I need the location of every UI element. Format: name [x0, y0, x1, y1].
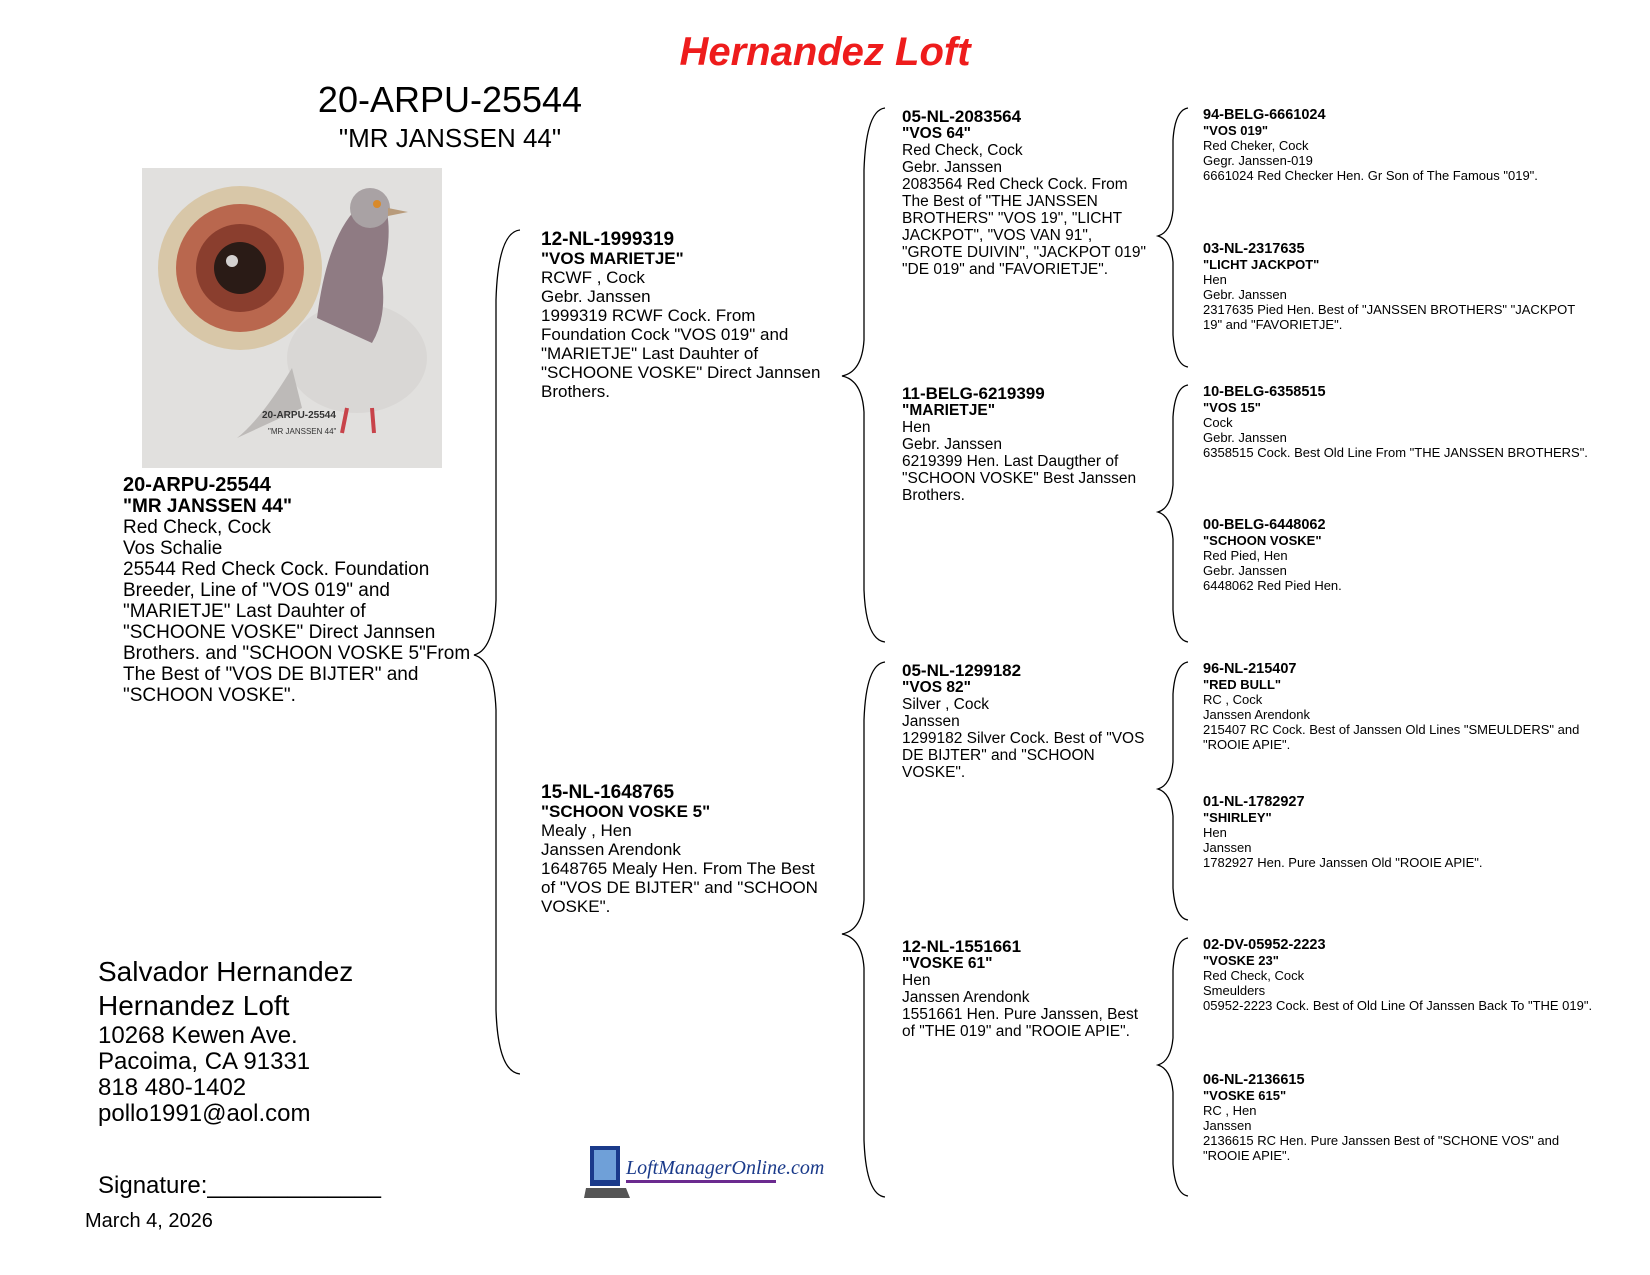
entry-breeder: Gebr. Janssen — [902, 436, 1002, 453]
entry-name: "RED BULL" — [1203, 677, 1282, 692]
laptop-icon — [586, 1140, 825, 1204]
entry-desc: 1551661 Hen. Pure Janssen, Best of "THE 019" and "ROOIE APIE". — [902, 1006, 1139, 1040]
entry-color: Silver , Cock — [902, 696, 989, 713]
entry-color: Mealy , Hen — [541, 821, 632, 840]
entry-color: Red Check, Cock — [902, 142, 1023, 159]
entry-name: "SHIRLEY" — [1203, 810, 1272, 825]
entry-band: 10-BELG-6358515 — [1203, 384, 1326, 400]
bracket-sire — [842, 108, 885, 642]
bracket-gp-4 — [1158, 938, 1188, 1196]
entry-breeder: Gebr. Janssen — [1203, 563, 1287, 578]
entry-breeder: Janssen Arendonk — [902, 989, 1030, 1006]
entry-desc: 6448062 Red Pied Hen. — [1203, 578, 1342, 593]
loftmanager-logo — [586, 1140, 825, 1204]
entry-name: "MR JANSSEN 44" — [123, 496, 293, 517]
entry-color: Red Pied, Hen — [1203, 548, 1288, 563]
entry-band: 12-NL-1551661 — [902, 937, 1022, 956]
entry-breeder: Gebr. Janssen — [1203, 287, 1287, 302]
entry-desc: 05952-2223 Cock. Best of Old Line Of Janssen Back To "THE 019". — [1203, 998, 1593, 1013]
bracket-main — [474, 230, 520, 1074]
entry-band: 12-NL-1999319 — [541, 229, 675, 250]
entry-band: 06-NL-2136615 — [1203, 1072, 1305, 1088]
bracket-gp-2 — [1158, 385, 1188, 642]
print-date: March 4, 2026 — [85, 1210, 213, 1232]
entry-name: "VOSKE 61" — [902, 955, 993, 972]
entry-great-grandparent — [1203, 242, 1593, 332]
entry-band: 11-BELG-6219399 — [902, 384, 1045, 403]
entry-desc: 6358515 Cock. Best Old Line From "THE JANSSEN BROTHERS". — [1203, 445, 1588, 460]
bracket-gp-1 — [1158, 108, 1188, 367]
entry-dam — [541, 783, 831, 916]
entry-breeder: Smeulders — [1203, 983, 1266, 998]
bracket-dam — [842, 662, 885, 1197]
entry-name: "SCHOON VOSKE 5" — [541, 802, 711, 821]
owner-email: pollo1991@aol.com — [98, 1100, 311, 1127]
entry-name: "VOSKE 23" — [1203, 953, 1279, 968]
entry-band: 05-NL-2083564 — [902, 107, 1022, 126]
entry-breeder: Janssen — [902, 713, 960, 730]
entry-color: RCWF , Cock — [541, 268, 645, 287]
entry-band: 94-BELG-6661024 — [1203, 107, 1326, 123]
entry-desc: 1782927 Hen. Pure Janssen Old "ROOIE APIE". — [1203, 855, 1483, 870]
entry-grandparent — [902, 662, 1152, 781]
entry-name: "VOSKE 615" — [1203, 1088, 1287, 1103]
entry-name: "VOS 019" — [1203, 123, 1269, 138]
entry-band: 96-NL-215407 — [1203, 661, 1297, 677]
photo-caption-band: 20-ARPU-25544 — [262, 410, 336, 421]
entry-name: "MARIETJE" — [902, 402, 996, 419]
entry-breeder: Gebr. Janssen — [1203, 430, 1287, 445]
logo-text: LoftManagerOnline.com — [626, 1157, 825, 1179]
entry-main — [123, 475, 473, 706]
owner-info — [98, 955, 458, 1127]
owner-address: 10268 Kewen Ave. — [98, 1022, 298, 1049]
entry-desc: 2083564 Red Check Cock. From The Best of "THE JANSSEN BROTHERS" "VOS 19", "LICHT JACKPOT", "VOS VAN 91", "GROTE DUIVIN", "JACKPOT 019" "DE 019" and "FAVORIETJE". — [902, 176, 1146, 278]
owner-city: Pacoima, CA 91331 — [98, 1048, 311, 1075]
entry-color: Cock — [1203, 415, 1233, 430]
entry-color: Red Check, Cock — [123, 517, 271, 538]
entry-band: 03-NL-2317635 — [1203, 241, 1305, 257]
photo-caption-name: "MR JANSSEN 44" — [268, 427, 337, 436]
entry-name: "SCHOON VOSKE" — [1203, 533, 1322, 548]
entry-name: "LICHT JACKPOT" — [1203, 257, 1320, 272]
entry-desc: 6661024 Red Checker Hen. Gr Son of The Famous "019". — [1203, 168, 1538, 183]
entry-breeder: Gebr. Janssen — [541, 287, 651, 306]
entry-great-grandparent — [1203, 108, 1593, 183]
entry-name: "VOS 82" — [902, 679, 971, 696]
owner-loft: Hernandez Loft — [98, 990, 290, 1021]
subject-name: "MR JANSSEN 44" — [338, 123, 562, 153]
entry-breeder: Gegr. Janssen-019 — [1203, 153, 1313, 168]
entry-desc: 1648765 Mealy Hen. From The Best of "VOS DE BIJTER" and "SCHOON VOSKE". — [541, 859, 818, 916]
entry-band: 02-DV-05952-2223 — [1203, 937, 1326, 953]
entry-great-grandparent — [1203, 1073, 1593, 1163]
subject-band: 20-ARPU-25544 — [317, 79, 583, 120]
entry-band: 05-NL-1299182 — [902, 661, 1022, 680]
entry-desc: 6219399 Hen. Last Daugther of "SCHOON VOSKE" Best Janssen Brothers. — [902, 453, 1137, 504]
entry-color: Red Check, Cock — [1203, 968, 1305, 983]
entry-band: 15-NL-1648765 — [541, 782, 675, 803]
entry-breeder: Janssen — [1203, 840, 1252, 855]
entry-color: Red Cheker, Cock — [1203, 138, 1309, 153]
entry-great-grandparent — [1203, 662, 1593, 752]
entry-name: "VOS 64" — [902, 125, 971, 142]
entry-breeder: Vos Schalie — [123, 538, 223, 559]
entry-great-grandparent — [1203, 385, 1593, 460]
entry-color: Hen — [1203, 825, 1227, 840]
entry-band: 00-BELG-6448062 — [1203, 517, 1326, 533]
entry-color: Hen — [902, 972, 931, 989]
signature-line: Signature:_____________ — [98, 1172, 381, 1199]
owner-phone: 818 480-1402 — [98, 1074, 247, 1101]
entry-grandparent — [902, 108, 1152, 278]
entry-desc: 1299182 Silver Cock. Best of "VOS DE BIJTER" and "SCHOON VOSKE". — [902, 730, 1145, 781]
entry-desc: 215407 RC Cock. Best of Janssen Old Lines "SMEULDERS" and "ROOIE APIE". — [1203, 722, 1580, 752]
entry-great-grandparent — [1203, 518, 1593, 593]
entry-sire — [541, 230, 831, 401]
entry-great-grandparent — [1203, 795, 1593, 870]
entry-color: Hen — [902, 419, 931, 436]
entry-grandparent — [902, 385, 1152, 504]
entry-desc: 2317635 Pied Hen. Best of "JANSSEN BROTHERS" "JACKPOT 19" and "FAVORIETJE". — [1203, 302, 1575, 332]
entry-breeder: Janssen — [1203, 1118, 1252, 1133]
entry-grandparent — [902, 938, 1152, 1040]
entry-color: RC , Cock — [1203, 692, 1263, 707]
entry-breeder: Gebr. Janssen — [902, 159, 1002, 176]
entry-desc: 2136615 RC Hen. Pure Janssen Best of "SCHONE VOS" and "ROOIE APIE". — [1203, 1133, 1560, 1163]
entry-name: "VOS MARIETJE" — [541, 249, 684, 268]
entry-color: RC , Hen — [1203, 1103, 1257, 1118]
entry-desc: 25544 Red Check Cock. Foundation Breeder, Line of "VOS 019" and "MARIETJE" Last Dauhter of "SCHOONE VOSKE" Direct Jannsen Brothers. and "SCHOON VOSKE 5"From The Best of "VOS DE BIJTER" and "SCHOON VOSKE". — [123, 559, 471, 706]
entry-desc: 1999319 RCWF Cock. From Foundation Cock "VOS 019" and "MARIETJE" Last Dauhter of "SCHOONE VOSKE" Direct Jannsen Brothers. — [541, 306, 821, 401]
entry-band: 20-ARPU-25544 — [123, 474, 271, 496]
entry-band: 01-NL-1782927 — [1203, 794, 1305, 810]
owner-name: Salvador Hernandez — [98, 956, 354, 987]
entry-color: Hen — [1203, 272, 1227, 287]
entry-great-grandparent — [1203, 938, 1593, 1013]
bracket-gp-3 — [1158, 662, 1188, 920]
entry-breeder: Janssen Arendonk — [541, 840, 681, 859]
entry-name: "VOS 15" — [1203, 400, 1261, 415]
loft-title: Hernandez Loft — [679, 30, 971, 74]
entry-breeder: Janssen Arendonk — [1203, 707, 1310, 722]
